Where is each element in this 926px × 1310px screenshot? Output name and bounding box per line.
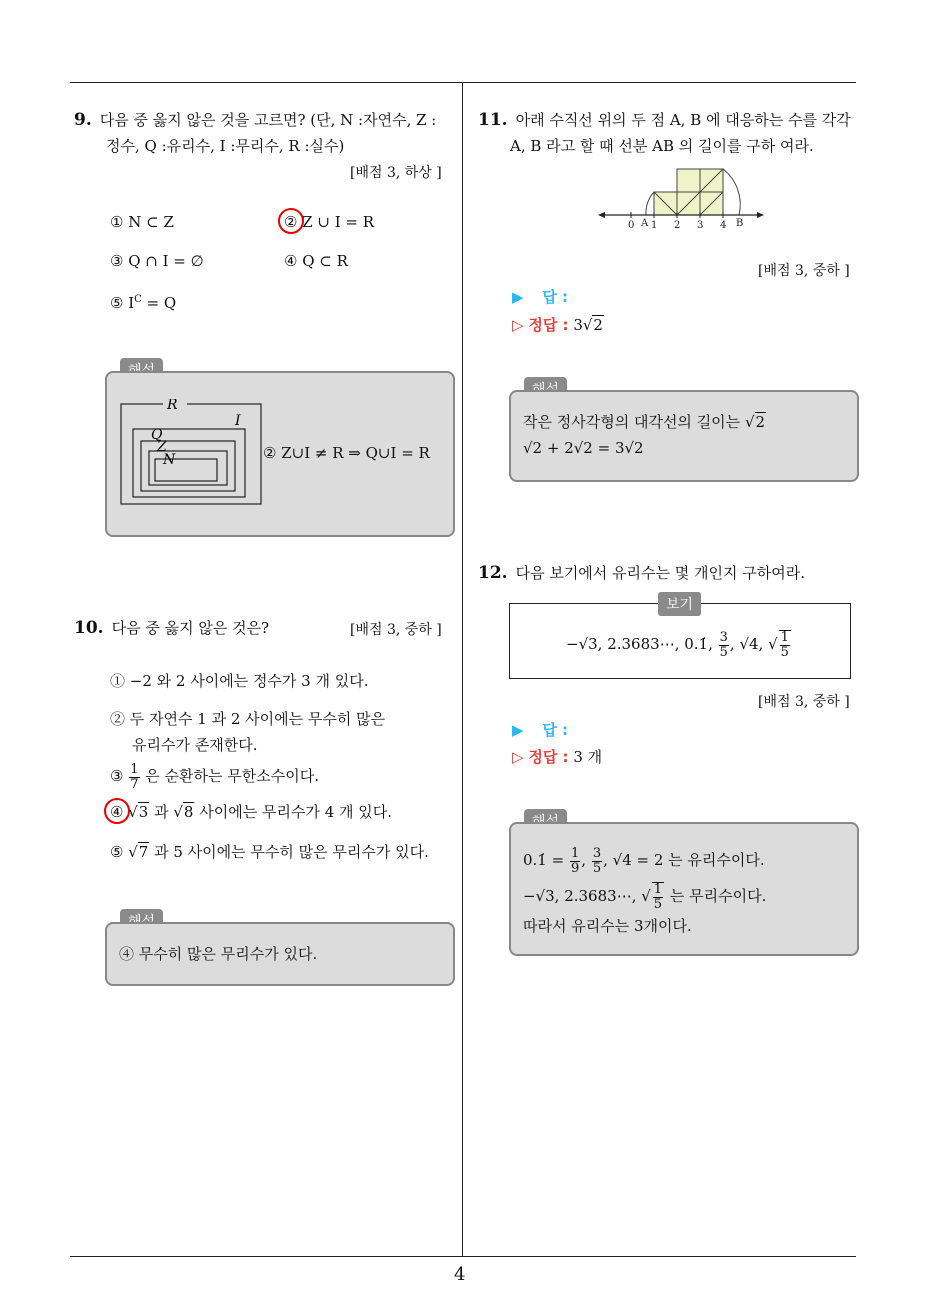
- top-rule: [70, 82, 856, 83]
- q9-choice-5-label: ⑤ I: [110, 294, 135, 312]
- bogi-frac-den: 5: [719, 644, 728, 660]
- bogi-tag: 보기: [658, 592, 701, 616]
- q12-correct-text: 3 개: [573, 748, 603, 766]
- q10-choice-1[interactable]: ① −2 와 2 사이에는 정수가 3 개 있다.: [110, 672, 369, 690]
- venn-label-R: R: [167, 399, 178, 413]
- q12-stem: 다음 보기에서 유리수는 몇 개인지 구하여라.: [515, 564, 806, 582]
- q11-score: [배점 3, 중하 ]: [758, 263, 850, 279]
- venn-label-I: I: [235, 413, 241, 429]
- q11-solution-line1: 작은 정사각형의 대각선의 길이는 √2: [523, 413, 766, 431]
- q12-solution-box: [509, 822, 859, 956]
- q9-choice-3[interactable]: ③ Q ∩ I = ∅: [110, 252, 204, 270]
- q9-number: 9.: [74, 110, 92, 130]
- bogi-frac-num: 3: [719, 629, 728, 645]
- q10-c3-pre: ③: [110, 767, 124, 785]
- q10-c3-den: 7: [130, 776, 139, 792]
- q11-sol1-rad: 2: [755, 413, 766, 431]
- q11-answer-row[interactable]: [512, 285, 568, 309]
- q10-answer-mark: [104, 798, 130, 824]
- q12-s1-f2n: 3: [592, 845, 602, 861]
- q11-sol1-text: 작은 정사각형의 대각선의 길이는: [523, 413, 745, 431]
- bogi-content: −√3, 2.3683⋯, 0.1̇, $\frac{3}{5}$ , √4, √ $\frac{1}{5}$: [566, 629, 789, 660]
- q12-correct-row: [512, 745, 602, 769]
- q11-correct-rad: 2: [593, 316, 603, 334]
- q11-solution-line2: √2 + 2√2 = 3√2: [523, 439, 644, 457]
- axis-label-1: 1: [651, 220, 658, 231]
- q9-score: [배점 3, 하상 ]: [350, 165, 442, 181]
- q12-s2-a: −√3, 2.3683⋯,: [523, 887, 637, 905]
- q9-solution-box: [105, 371, 455, 537]
- q11-stem-line2: A, B 라고 할 때 선분 AB 의 길이를 구하 여라.: [510, 137, 814, 155]
- q9-solution-text: ② Z∪I ≠ R ⇒ Q∪I = R: [263, 444, 430, 462]
- q10-c5-post: 과 5 사이에는 무수히 많은 무리수가 있다.: [149, 843, 429, 861]
- axis-label-A: A: [641, 218, 649, 229]
- q10-c3-frac: [129, 763, 139, 792]
- q12-s1-frac1: [570, 847, 580, 876]
- bogi-frac: [719, 631, 729, 660]
- q10-line: [74, 616, 269, 640]
- q12-solution-line1: 0.1̇ = $\frac{1}{9}$ , $\frac{3}{5}$ , √4 = 2 는 유리수이다.: [523, 845, 765, 876]
- q10-choice-3[interactable]: [110, 758, 319, 794]
- bogi-part2: , √4,: [729, 635, 764, 653]
- q12-correct-label: 정답 :: [528, 748, 569, 766]
- q12-s2-rd: 5: [653, 897, 663, 912]
- q12-answer-label: 답 :: [542, 721, 569, 739]
- correct-arrow-icon: ▷: [512, 316, 524, 334]
- q9-answer-mark: [278, 208, 304, 234]
- axis-label-2: 2: [674, 220, 681, 231]
- q12-s2-rad: [652, 882, 664, 912]
- correct-arrow-icon: ▷: [512, 748, 524, 766]
- q12-solution-line2: −√3, 2.3683⋯, √ $\frac{1}{5}$ 는 무리수이다.: [523, 882, 767, 912]
- q12-s1-frac2: [592, 847, 602, 876]
- q11-answer-label: 답 :: [542, 288, 569, 306]
- q10-choice-2a[interactable]: ② 두 자연수 1 과 2 사이에는 무수히 많은: [110, 710, 386, 728]
- q9-choice-2[interactable]: ② Z ∪ I = R: [284, 213, 375, 231]
- q12-s1-f1d: 9: [570, 860, 580, 876]
- q12-score: [배점 3, 중하 ]: [758, 694, 850, 710]
- venn-label-N: N: [163, 452, 176, 468]
- q11-correct-label: 정답 :: [528, 316, 569, 334]
- q12-s1-f1n: 1: [570, 845, 580, 861]
- q10-solution-box: [105, 922, 455, 986]
- q10-c5-pre: ⑤: [110, 843, 124, 861]
- answer-arrow-icon: ▶: [512, 288, 524, 306]
- q9-choice-5-sup: C: [134, 294, 142, 305]
- q11-solution-box: [509, 390, 859, 482]
- page-number: 4: [454, 1264, 466, 1285]
- q10-c3-post: 은 순환하는 무한소수이다.: [145, 767, 319, 785]
- q9-stem-line2: 정수, Q :유리수, I :무리수, R :실수): [106, 137, 345, 155]
- q9-stem-line1: 다음 중 옳지 않은 것을 고르면? (단, N :자연수, Z :: [99, 111, 437, 129]
- q10-choice-2b: 유리수가 존재한다.: [132, 736, 258, 754]
- q12-s1-f2d: 5: [592, 860, 602, 876]
- q10-score: [배점 3, 중하 ]: [350, 622, 442, 638]
- venn-label-Q: Q: [151, 427, 163, 443]
- q10-c4-b: 8: [183, 803, 194, 821]
- q10-choice-4[interactable]: ④ √3 과 √8 사이에는 무리수가 4 개 있다.: [110, 803, 393, 821]
- bogi-part1: −√3, 2.3683⋯, 0.1̇,: [566, 635, 713, 653]
- number-line-figure: [596, 166, 766, 236]
- q12-s1-b: , √4 = 2 는 유리수이다.: [603, 851, 765, 869]
- q11-line1: [478, 108, 851, 132]
- column-divider: [462, 82, 463, 1257]
- axis-label-0: 0: [628, 220, 635, 231]
- q10-choice-5[interactable]: ⑤ √7 과 5 사이에는 무수히 많은 무리수가 있다.: [110, 843, 429, 861]
- q11-number: 11.: [478, 110, 508, 130]
- q12-answer-row[interactable]: [512, 718, 568, 742]
- q10-c3-num: 1: [130, 761, 139, 777]
- q12-s2-b: 는 무리수이다.: [669, 887, 767, 905]
- q10-c4-post: 사이에는 무리수가 4 개 있다.: [194, 803, 393, 821]
- venn-diagram: [119, 399, 269, 511]
- q10-c5-a: 7: [138, 843, 149, 861]
- q9-choice-5-rest: = Q: [141, 294, 177, 312]
- q12-solution-line3: 따라서 유리수는 3개이다.: [523, 917, 692, 935]
- bogi-rad-num: 1: [780, 630, 789, 645]
- q10-number: 10.: [74, 618, 104, 638]
- q12-line: [478, 561, 805, 585]
- bogi-rad-den: 5: [780, 645, 789, 660]
- q10-stem: 다음 중 옳지 않은 것은?: [111, 619, 270, 637]
- bottom-rule: [70, 1256, 856, 1257]
- q9-line1: [74, 108, 436, 132]
- q10-c4-pre: ④: [110, 803, 124, 821]
- q10-c4-mid: 과: [149, 803, 174, 821]
- q12-number: 12.: [478, 563, 508, 583]
- q11-correct-pre: 3: [573, 316, 583, 334]
- q10-solution-text: ④ 무수히 많은 무리수가 있다.: [119, 945, 318, 963]
- q9-choice-1[interactable]: ① N ⊂ Z: [110, 213, 174, 231]
- q9-choice-4[interactable]: ④ Q ⊂ R: [284, 252, 348, 270]
- q11-stem-line1: 아래 수직선 위의 두 점 A, B 에 대응하는 수를 각각: [515, 111, 851, 129]
- q9-choice-5[interactable]: [110, 288, 176, 315]
- q10-c4-a: 3: [138, 803, 149, 821]
- q11-correct-row: ▷ 정답 : 3√2: [512, 316, 603, 334]
- q12-s2-rn: 1: [653, 882, 663, 897]
- answer-arrow-icon: ▶: [512, 721, 524, 739]
- axis-label-4: 4: [720, 220, 727, 231]
- venn-label-Z: Z: [157, 439, 167, 455]
- axis-label-3: 3: [697, 220, 704, 231]
- axis-label-B: B: [736, 218, 744, 229]
- bogi-rad-frac: [779, 630, 791, 660]
- q12-s1-a: 0.1̇ =: [523, 851, 565, 869]
